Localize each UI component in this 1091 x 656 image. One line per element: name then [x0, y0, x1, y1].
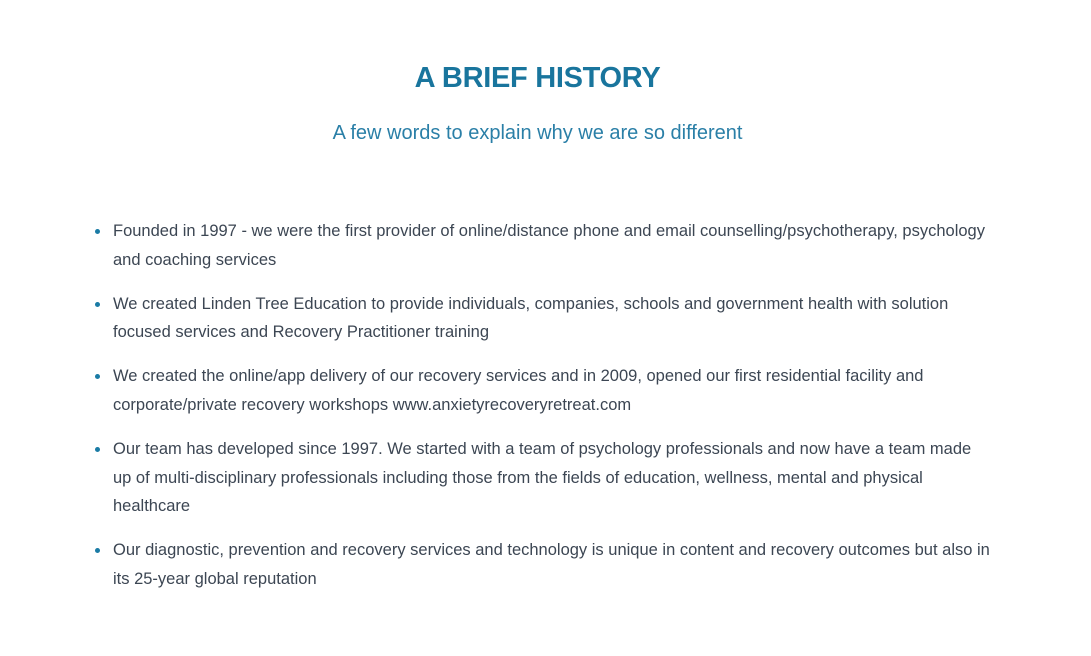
bullet-icon [95, 447, 100, 452]
bullet-icon [95, 548, 100, 553]
list-item-text: We created Linden Tree Education to provide individuals, companies, schools and government health with solution focused services and Recovery Practitioner training [113, 294, 949, 342]
list-item [94, 536, 994, 594]
bullet-icon [95, 374, 100, 379]
page-subtitle: A few words to explain why we are so different [332, 122, 743, 144]
list-item [94, 290, 994, 348]
bullet-icon [95, 302, 100, 307]
list-item-text: Founded in 1997 - we were the first provider of online/distance phone and email counselling/psychotherapy, psychology and coaching services [113, 222, 985, 269]
list-item-text: Our team has developed since 1997. We started with a team of psychology professionals and now have a team made up of multi-disciplinary professionals including those from the fields of education, wellness, mental and physical healthcare [113, 439, 972, 516]
list-item-text: We created the online/app delivery of our recovery services and in 2009, opened our first residential facility and corporate/private recovery workshops www.anxietyrecoveryretreat.com [113, 367, 924, 414]
list-item-text: Our diagnostic, prevention and recovery services and technology is unique in content and recovery outcomes but also in its 25-year global reputation [113, 541, 990, 588]
list-item [94, 217, 994, 275]
page-title: A BRIEF HISTORY [414, 62, 661, 94]
list-item [94, 362, 994, 420]
history-list [94, 217, 994, 609]
list-item [94, 435, 994, 521]
bullet-icon [95, 229, 100, 234]
